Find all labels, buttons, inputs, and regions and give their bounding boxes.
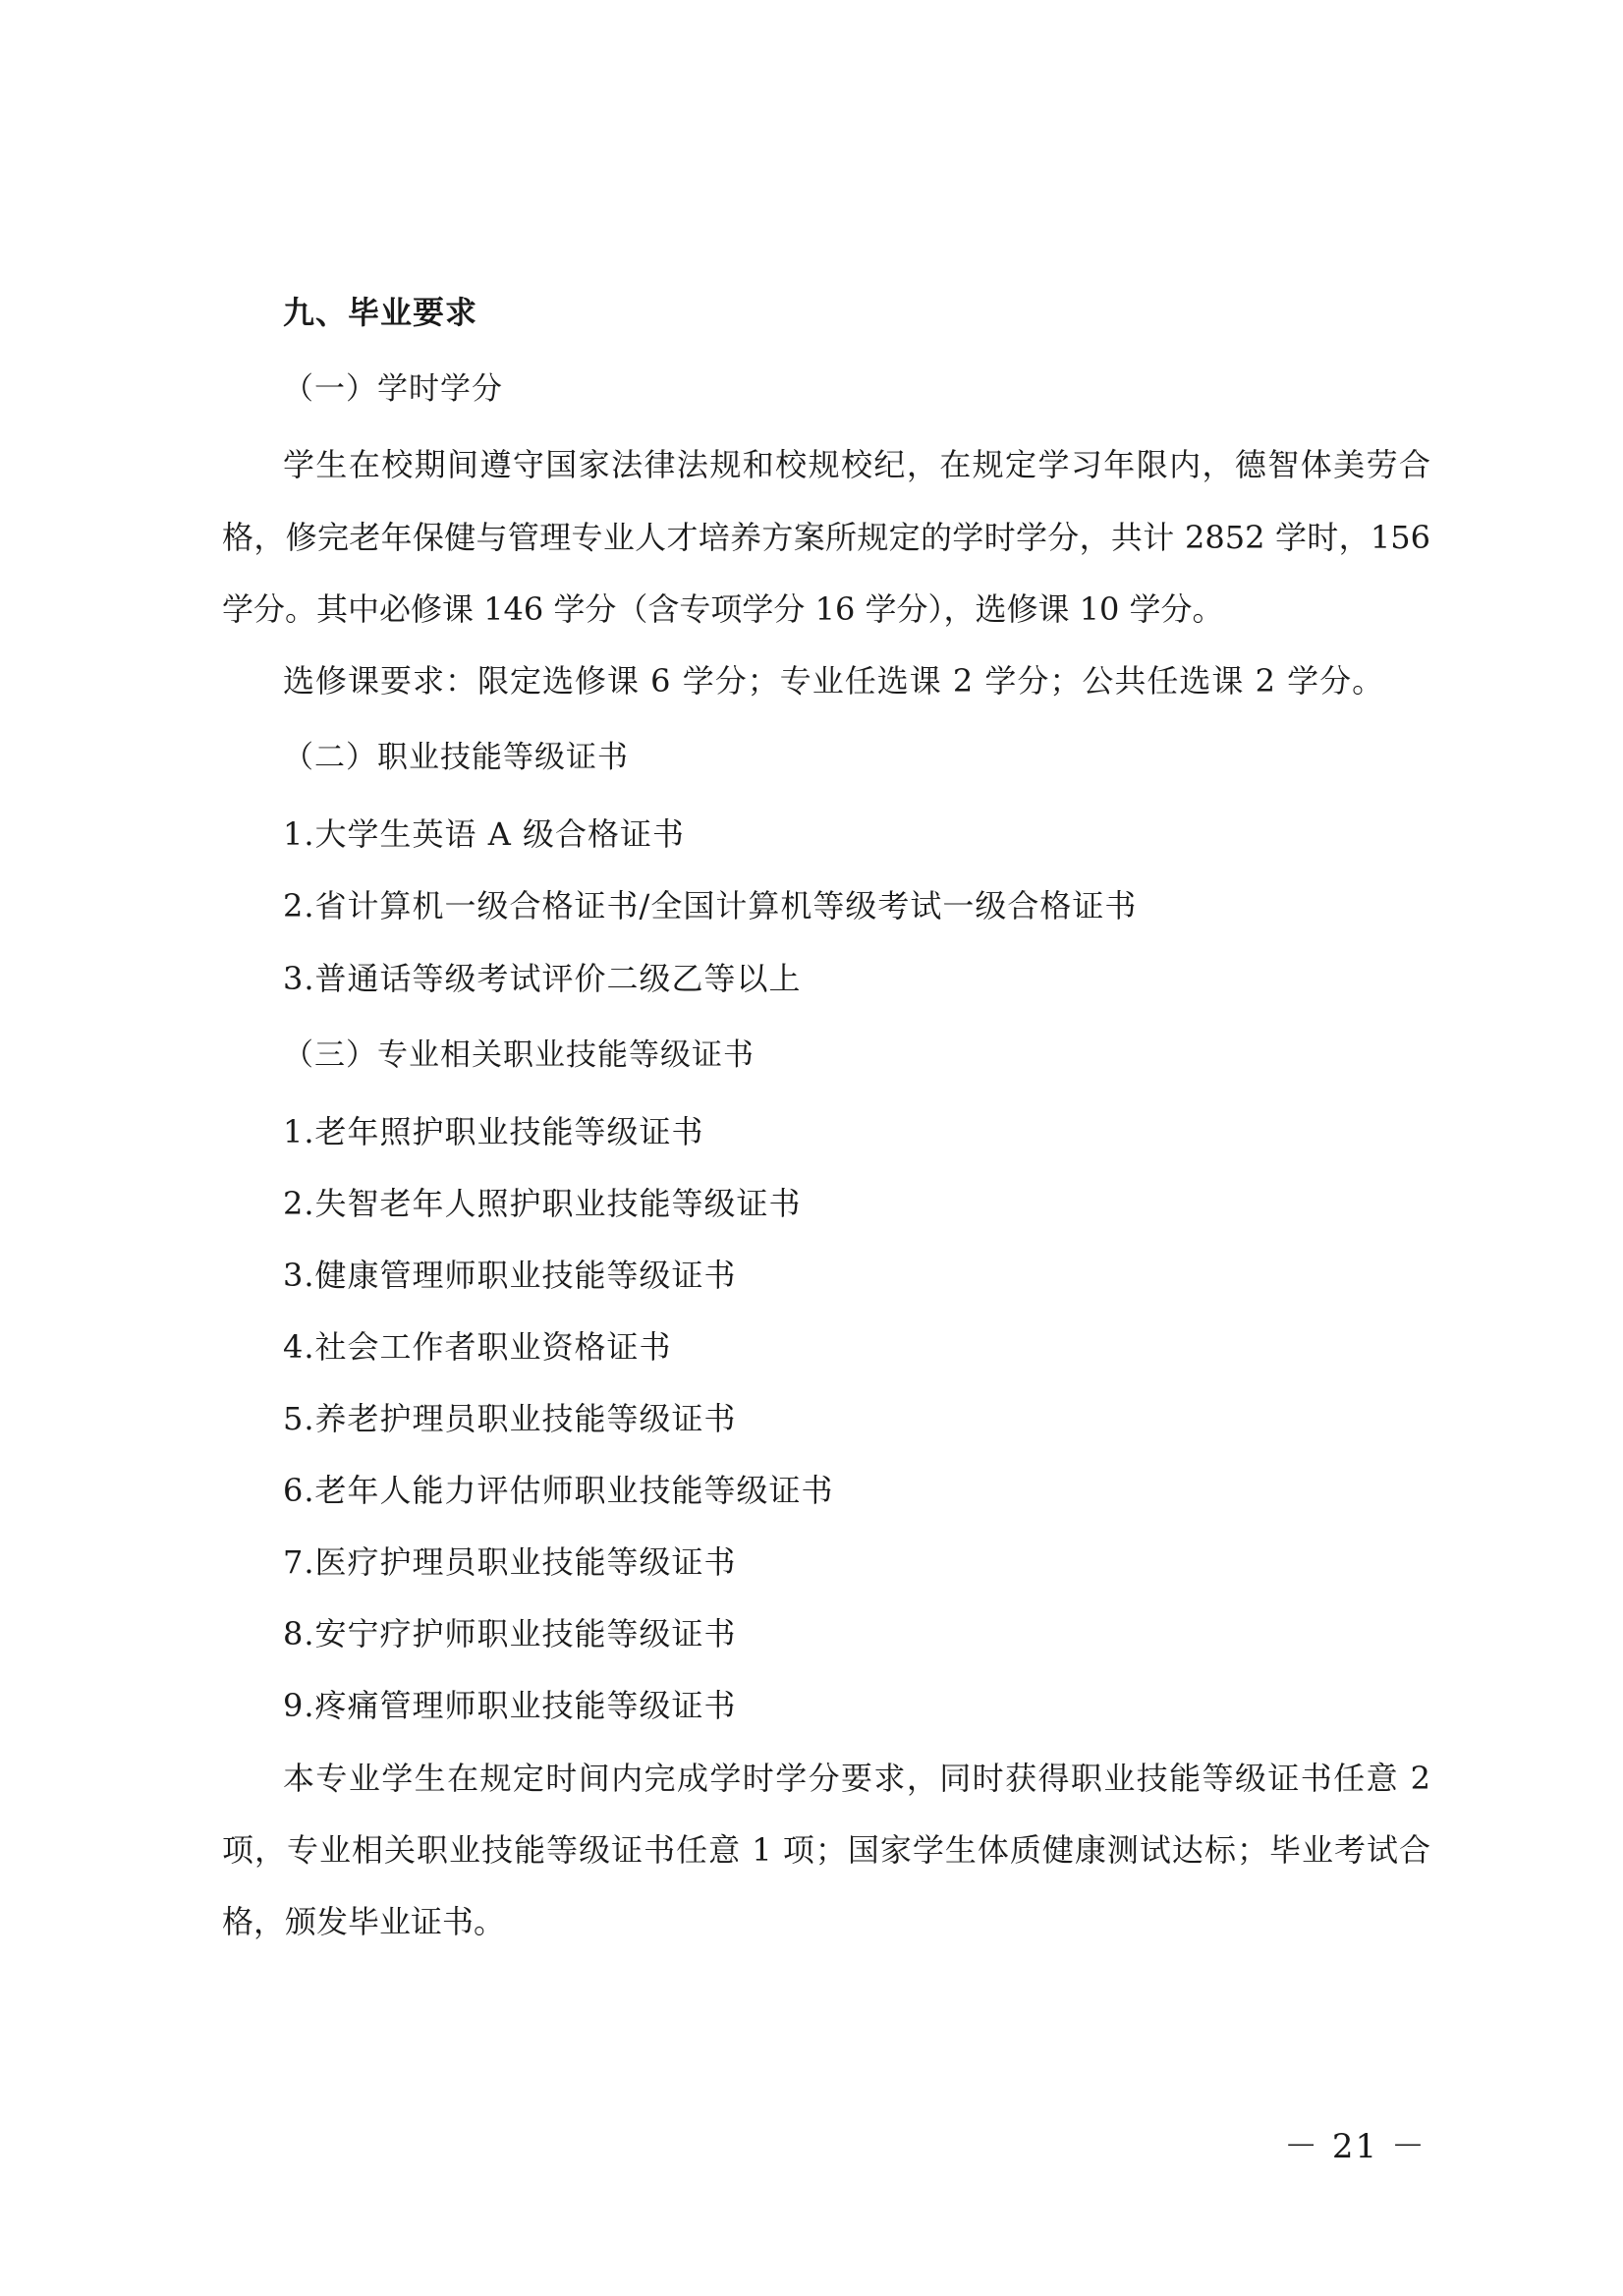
page-number: － 21 － [1284,2127,1427,2166]
list-item: 4.社会工作者职业资格证书 [283,1328,672,1366]
list-item: 5.养老护理员职业技能等级证书 [283,1400,737,1437]
list-item: 7.医疗护理员职业技能等级证书 [283,1543,737,1581]
list-item: 3.健康管理师职业技能等级证书 [283,1257,737,1294]
list-item: 1.大学生英语 A 级合格证书 [283,815,685,853]
paragraph-line: 本专业学生在规定时间内完成学时学分要求，同时获得职业技能等级证书任意 2 [283,1760,1430,1797]
subsection-title-2: （二）职业技能等级证书 [283,740,629,775]
list-item: 2.失智老年人照护职业技能等级证书 [283,1185,802,1222]
section-title: 九、毕业要求 [283,294,478,331]
subsection-title-1: （一）学时学分 [283,371,503,407]
list-item: 8.安宁疗护师职业技能等级证书 [283,1615,737,1652]
paragraph-line: 项，专业相关职业技能等级证书任意 1 项；国家学生体质健康测试达标；毕业考试合 [222,1831,1430,1869]
list-item: 2.省计算机一级合格证书/全国计算机等级考试一级合格证书 [283,887,1138,924]
paragraph-line: 格，颁发毕业证书。 [222,1903,506,1940]
paragraph-line: 格，修完老年保健与管理专业人才培养方案所规定的学时学分，共计 2852 学时，156 [222,519,1430,556]
subsection-title-3: （三）专业相关职业技能等级证书 [283,1037,755,1073]
paragraph-line: 学分。其中必修课 146 学分（含专项学分 16 学分），选修课 10 学分。 [222,590,1224,628]
list-item: 6.老年人能力评估师职业技能等级证书 [283,1472,834,1509]
list-item: 9.疼痛管理师职业技能等级证书 [283,1687,737,1724]
paragraph-line: 学生在校期间遵守国家法律法规和校规校纪，在规定学习年限内，德智体美劳合 [283,446,1430,483]
elective-requirement: 选修课要求：限定选修课 6 学分；专业任选课 2 学分；公共任选课 2 学分。 [283,662,1385,700]
list-item: 1.老年照护职业技能等级证书 [283,1113,704,1150]
list-item: 3.普通话等级考试评价二级乙等以上 [283,960,802,997]
